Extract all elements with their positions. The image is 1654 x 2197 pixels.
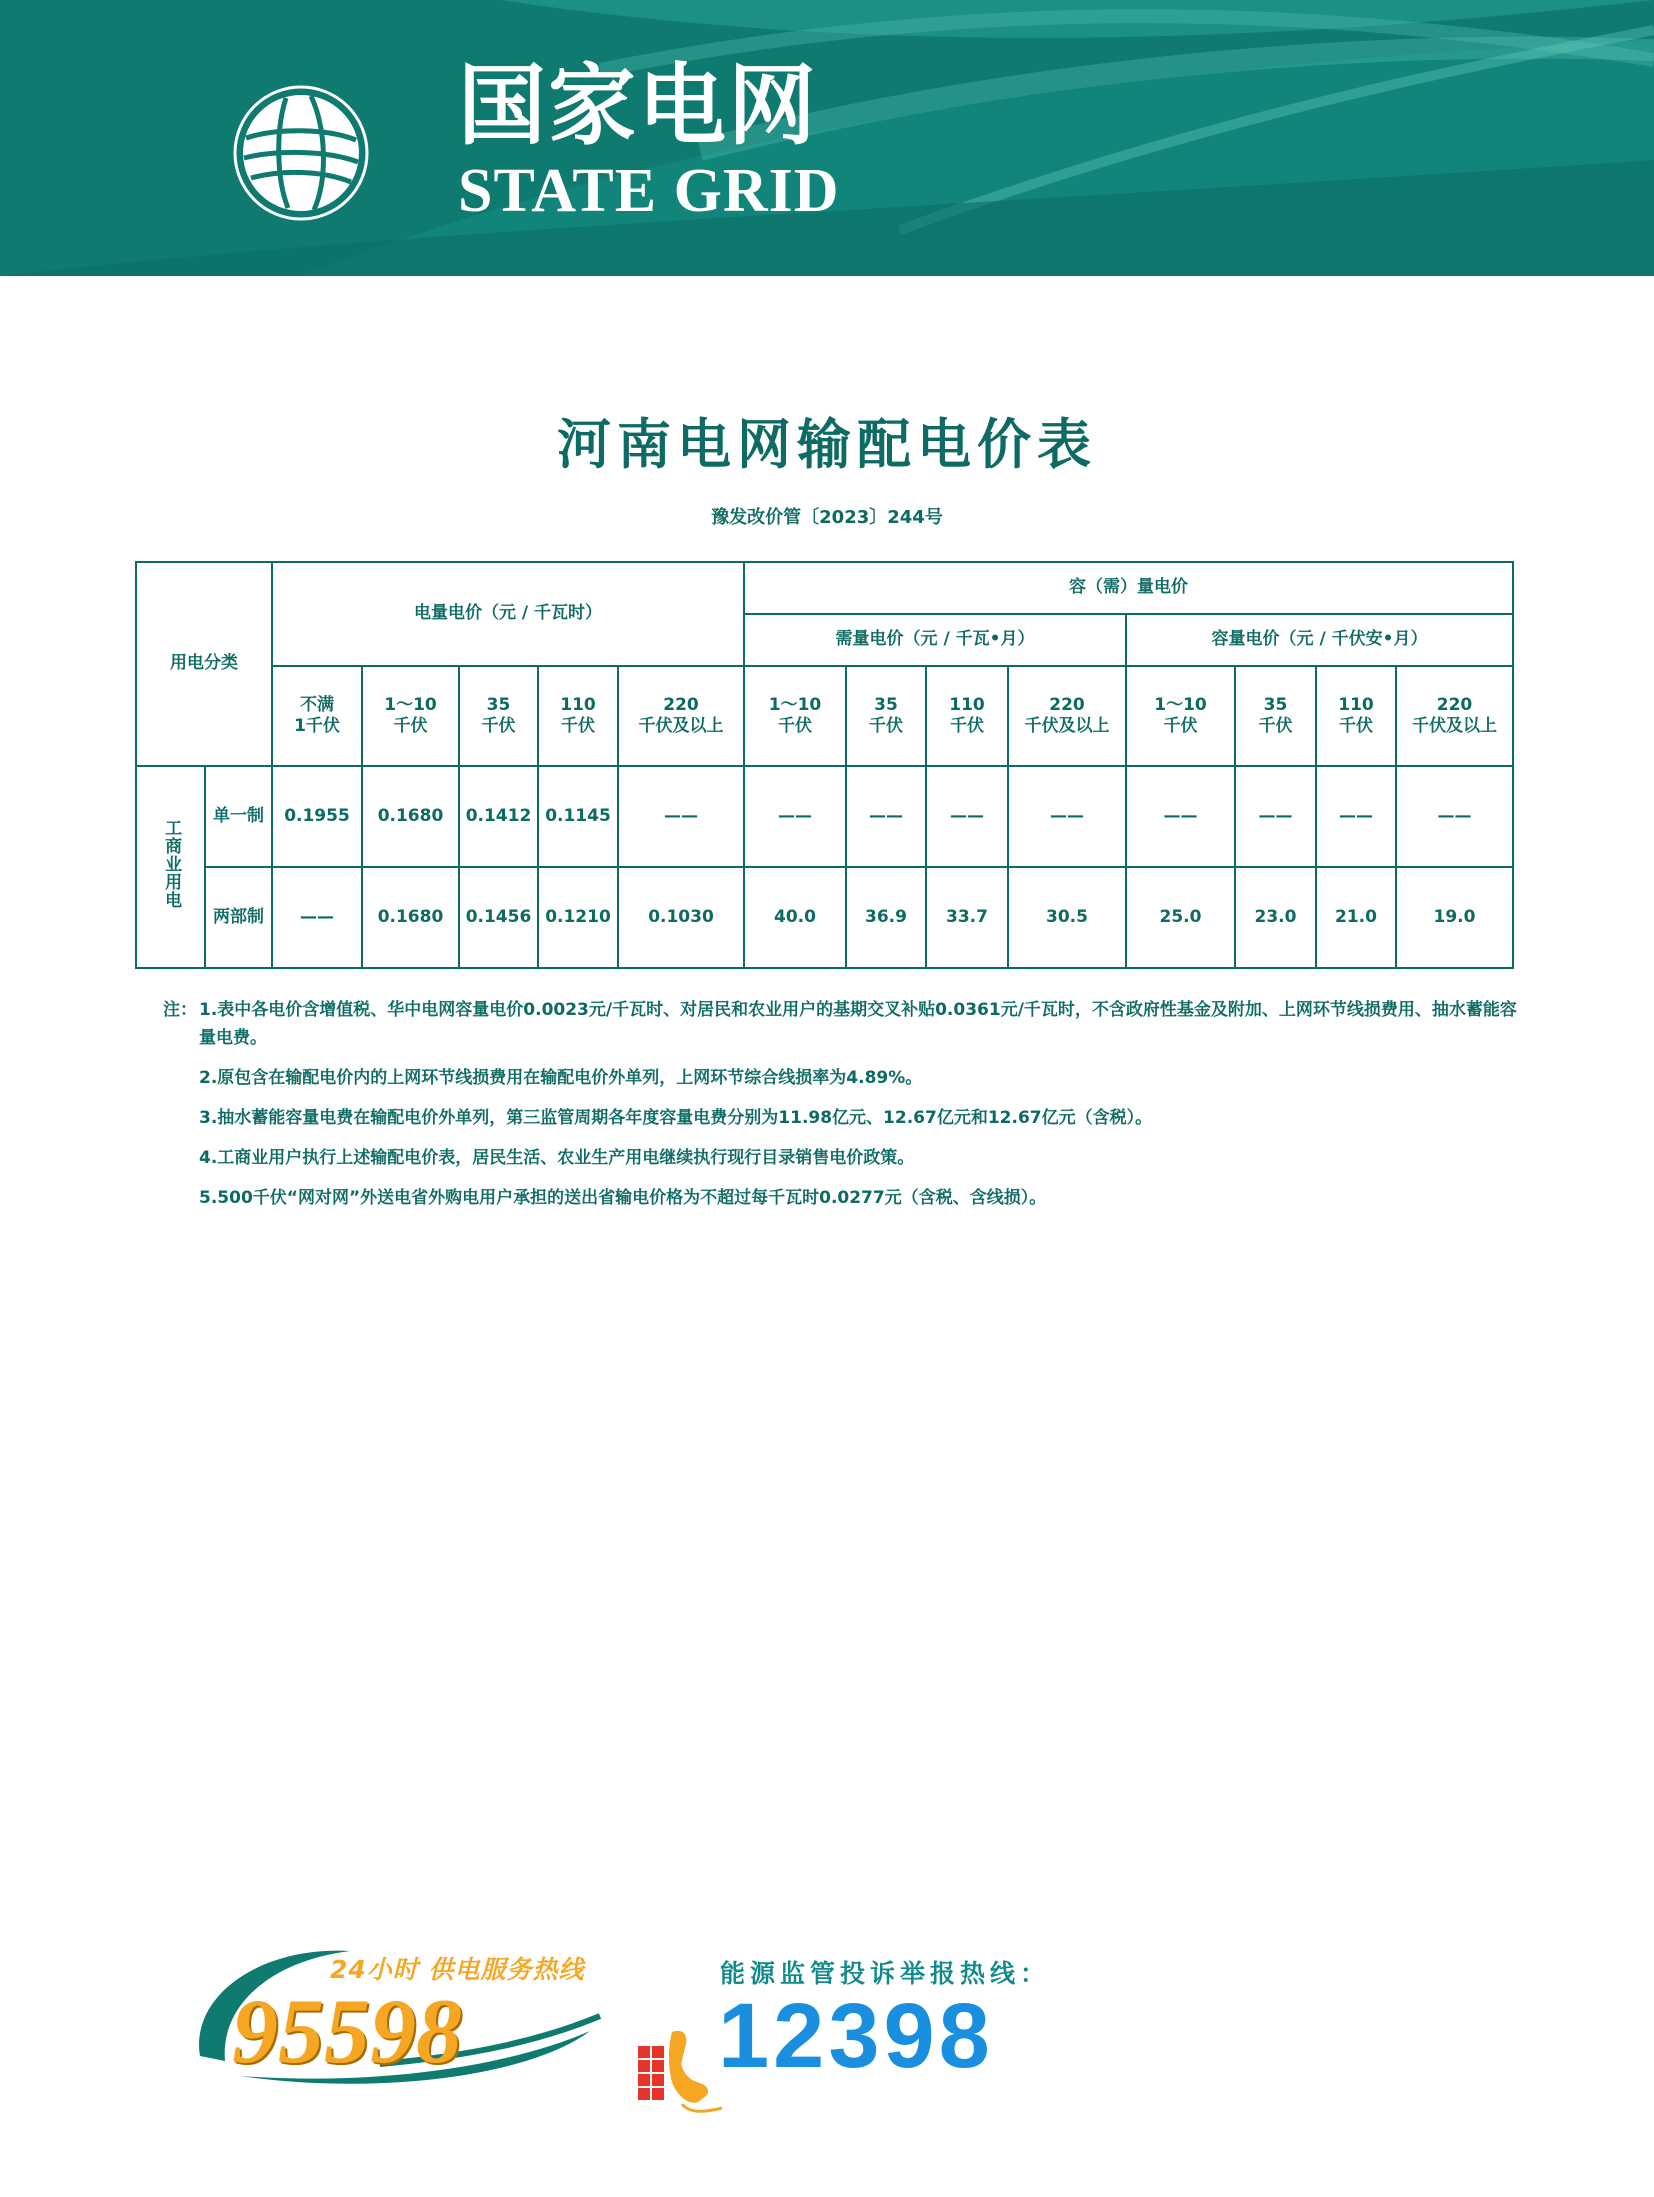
brand-name-chinese: 国家电网 <box>458 54 819 157</box>
table-row <box>136 766 1513 867</box>
document-number: 豫发改价管〔2023〕244号 <box>711 507 943 528</box>
voltage-header: 220 千伏及以上 <box>1396 666 1513 766</box>
price-cell: 40.0 <box>744 867 846 968</box>
price-cell: 21.0 <box>1316 867 1396 968</box>
price-cell: —— <box>1126 766 1235 867</box>
price-cell: 0.1145 <box>538 766 618 867</box>
voltage-header: 110 千伏 <box>538 666 618 766</box>
state-grid-seal-icon <box>206 58 396 248</box>
note-item: 5.500千伏“网对网”外送电省外购电用户承担的送出省输电价格为不超过每千瓦时0.0277元（含税、含线损）。 <box>199 1188 1047 1208</box>
notes-section <box>163 996 1523 1212</box>
capacity-price-header: 容（需）量电价 <box>744 562 1513 614</box>
voltage-header: 35 千伏 <box>846 666 926 766</box>
note-item <box>163 996 1523 1052</box>
voltage-header: 35 千伏 <box>459 666 538 766</box>
price-cell: —— <box>1316 766 1396 867</box>
page-title: 河南电网输配电价表 <box>557 413 1097 476</box>
note-item: 3.抽水蓄能容量电费在输配电价外单列，第三监管周期各年度容量电费分别为11.98亿元、12.67亿元和12.67亿元（含税）。 <box>199 1108 1153 1128</box>
group-label: 工商业用电 <box>161 818 182 909</box>
row-label: 单一制 <box>205 766 272 867</box>
voltage-header: 不满 1千伏 <box>272 666 362 766</box>
hotline-number: 95598 <box>232 1980 462 2082</box>
report-hotline-caption: 能源监管投诉举报热线： <box>720 1959 1051 1988</box>
table-row <box>136 867 1513 968</box>
report-hotline-number: 12398 <box>718 1985 994 2087</box>
price-cell: 33.7 <box>926 867 1008 968</box>
price-cell: —— <box>272 867 362 968</box>
voltage-header: 110 千伏 <box>1316 666 1396 766</box>
price-cell: 0.1680 <box>362 867 459 968</box>
price-cell: —— <box>1008 766 1126 867</box>
brand-name-english: STATE GRID <box>458 157 840 225</box>
voltage-header: 220 千伏及以上 <box>1008 666 1126 766</box>
category-header: 用电分类 <box>136 562 272 766</box>
voltage-header: 1～10 千伏 <box>744 666 846 766</box>
price-cell: 23.0 <box>1235 867 1316 968</box>
header-banner <box>0 0 1654 276</box>
price-cell: —— <box>1396 766 1513 867</box>
voltage-header: 35 千伏 <box>1235 666 1316 766</box>
price-cell: 0.1030 <box>618 867 744 968</box>
price-cell: 0.1210 <box>538 867 618 968</box>
energy-price-header: 电量电价（元 / 千瓦时） <box>272 562 744 666</box>
voltage-header: 220 千伏及以上 <box>618 666 744 766</box>
price-cell: —— <box>744 766 846 867</box>
price-cell: —— <box>926 766 1008 867</box>
notes-prefix: 注： <box>163 1000 197 1020</box>
group-label-cell <box>136 766 205 968</box>
note-item: 4.工商业用户执行上述输配电价表，居民生活、农业生产用电继续执行现行目录销售电价政策。 <box>199 1148 915 1168</box>
price-cell: 19.0 <box>1396 867 1513 968</box>
voltage-header: 1～10 千伏 <box>1126 666 1235 766</box>
tariff-table <box>135 561 1514 969</box>
hotline-caption: 24小时 供电服务热线 <box>330 1955 585 1984</box>
price-cell: —— <box>1235 766 1316 867</box>
price-cell: 0.1955 <box>272 766 362 867</box>
price-cell: 25.0 <box>1126 867 1235 968</box>
voltage-header: 110 千伏 <box>926 666 1008 766</box>
telephone-icon <box>636 2024 726 2114</box>
voltage-header: 1～10 千伏 <box>362 666 459 766</box>
price-cell: 36.9 <box>846 867 926 968</box>
capacity-sub-header: 容量电价（元 / 千伏安•月） <box>1126 614 1513 666</box>
price-cell: 0.1680 <box>362 766 459 867</box>
price-cell: 0.1412 <box>459 766 538 867</box>
row-label: 两部制 <box>205 867 272 968</box>
price-cell: —— <box>618 766 744 867</box>
demand-price-header: 需量电价（元 / 千瓦•月） <box>744 614 1126 666</box>
price-cell: 0.1456 <box>459 867 538 968</box>
note-text: 1.表中各电价含增值税、华中电网容量电价0.0023元/千瓦时、对居民和农业用户的基期交叉补贴0.0361元/千瓦时，不含政府性基金及附加、上网环节线损费用、抽水蓄能容量电费。 <box>199 1000 1517 1048</box>
note-item: 2.原包含在输配电价内的上网环节线损费用在输配电价外单列，上网环节综合线损率为4.89%。 <box>199 1068 923 1088</box>
price-cell: 30.5 <box>1008 867 1126 968</box>
price-cell: —— <box>846 766 926 867</box>
